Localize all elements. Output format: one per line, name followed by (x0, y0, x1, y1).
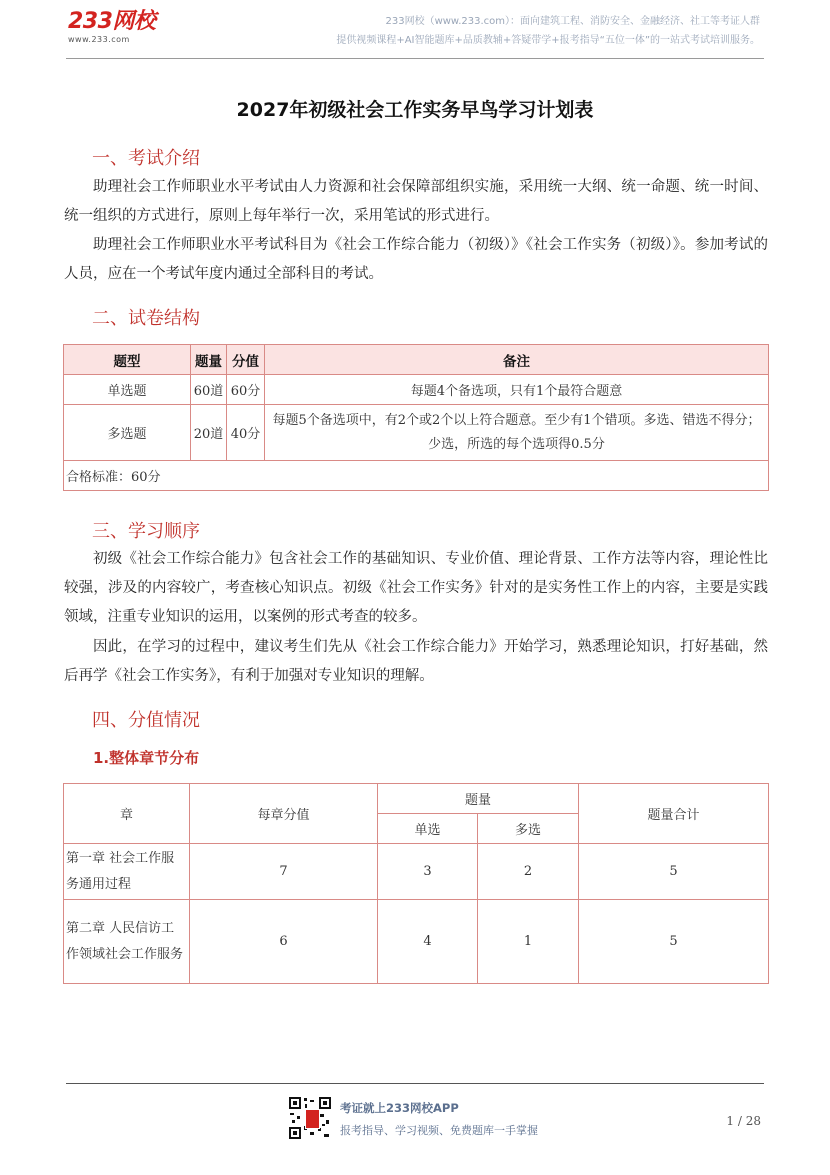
header-cell: 分值 (227, 345, 265, 375)
app-promo-subtitle: 报考指导、学习视频、免费题库一手掌握 (340, 1124, 538, 1137)
app-promo-title[interactable]: 考证就上233网校APP (340, 1101, 459, 1115)
table-cell: 1 (478, 900, 579, 984)
subheading-chapter-distribution: 1.整体章节分布 (93, 749, 200, 767)
footer-divider (66, 1083, 764, 1084)
table-row-pass-line (64, 461, 769, 491)
site-logo[interactable] (68, 10, 155, 44)
table-row (64, 844, 769, 900)
section-heading-study-order: 三、学习顺序 (92, 521, 200, 542)
header-cell: 备注 (265, 345, 769, 375)
header-cell: 题量合计 (579, 784, 769, 844)
table-cell: 3 (378, 844, 478, 900)
paragraph-study-order-2: 因此，在学习的过程中，建议考生们先从《社会工作综合能力》开始学习，熟悉理论知识，打好基础，然后再学《社会工作实务》，有利于加强对专业知识的理解。 (64, 639, 768, 684)
paper-structure-table (63, 344, 769, 491)
header-cell: 题量 (378, 784, 579, 814)
table-cell: 5 (579, 844, 769, 900)
table-row (64, 375, 769, 405)
pass-line-cell: 合格标准：60分 (64, 461, 769, 491)
table-row (64, 900, 769, 984)
page-header (0, 0, 830, 60)
table-cell: 5 (579, 900, 769, 984)
section-heading-paper-structure: 二、试卷结构 (92, 308, 200, 329)
header-divider (66, 58, 764, 59)
table-cell: 每题5个备选项中，有2个或2个以上符合题意。至少有1个错项。多选、错选不得分；少选，所选的每个选项得0.5分 (265, 405, 769, 461)
table-cell: 6 (190, 900, 378, 984)
header-cell: 单选 (378, 814, 478, 844)
table-row (64, 405, 769, 461)
slogan-line-2: 提供视频课程+AI智能题库+品质教辅+答疑带学+报考指导“五位一体”的一站式考试培训服务。 (336, 35, 760, 46)
table-header-row (64, 784, 769, 814)
qr-logo-badge-icon (305, 1109, 320, 1129)
section-heading-score-distribution: 四、分值情况 (92, 710, 200, 731)
table-cell: 20道 (191, 405, 227, 461)
table-cell: 60分 (227, 375, 265, 405)
table-cell: 7 (190, 844, 378, 900)
header-cell: 题型 (64, 345, 191, 375)
section-heading-exam-intro: 一、考试介绍 (92, 148, 200, 169)
header-cell: 章 (64, 784, 190, 844)
page-number: 1 / 28 (726, 1114, 761, 1128)
header-slogan (336, 12, 760, 50)
table-cell: 多选题 (64, 405, 191, 461)
logo-text: 233网校 (68, 9, 156, 34)
table-cell-chapter: 第一章 社会工作服务通用过程 (64, 844, 190, 900)
table-cell-chapter: 第二章 人民信访工作领域社会工作服务 (64, 900, 190, 984)
table-cell: 单选题 (64, 375, 191, 405)
page-title: 2027年初级社会工作实务早鸟学习计划表 (236, 99, 594, 121)
chapter-distribution-table (63, 783, 769, 984)
table-cell: 4 (378, 900, 478, 984)
paragraph-exam-intro-1: 助理社会工作师职业水平考试由人力资源和社会保障部组织实施，采用统一大纲、统一命题、统一时间、统一组织的方式进行，原则上每年举行一次，采用笔试的形式进行。 (64, 179, 768, 224)
logo-url: www.233.com (68, 35, 130, 44)
header-cell: 多选 (478, 814, 579, 844)
table-cell: 40分 (227, 405, 265, 461)
table-cell: 60道 (191, 375, 227, 405)
table-cell: 2 (478, 844, 579, 900)
header-cell: 每章分值 (190, 784, 378, 844)
header-cell: 题量 (191, 345, 227, 375)
table-cell: 每题4个备选项，只有1个最符合题意 (265, 375, 769, 405)
slogan-line-1: 233网校（www.233.com）：面向建筑工程、消防安全、金融经济、社工等考证人群 (385, 16, 760, 27)
paragraph-exam-intro-2: 助理社会工作师职业水平考试科目为《社会工作综合能力（初级）》《社会工作实务（初级）》。参加考试的人员，应在一个考试年度内通过全部科目的考试。 (64, 237, 768, 282)
table-header-row (64, 345, 769, 375)
paragraph-study-order-1: 初级《社会工作综合能力》包含社会工作的基础知识、专业价值、理论背景、工作方法等内容，理论性比较强，涉及的内容较广，考查核心知识点。初级《社会工作实务》针对的是实务性工作上的内容，主要是实践领域，注重专业知识的运用，以案例的形式考查的较多。 (64, 551, 768, 625)
